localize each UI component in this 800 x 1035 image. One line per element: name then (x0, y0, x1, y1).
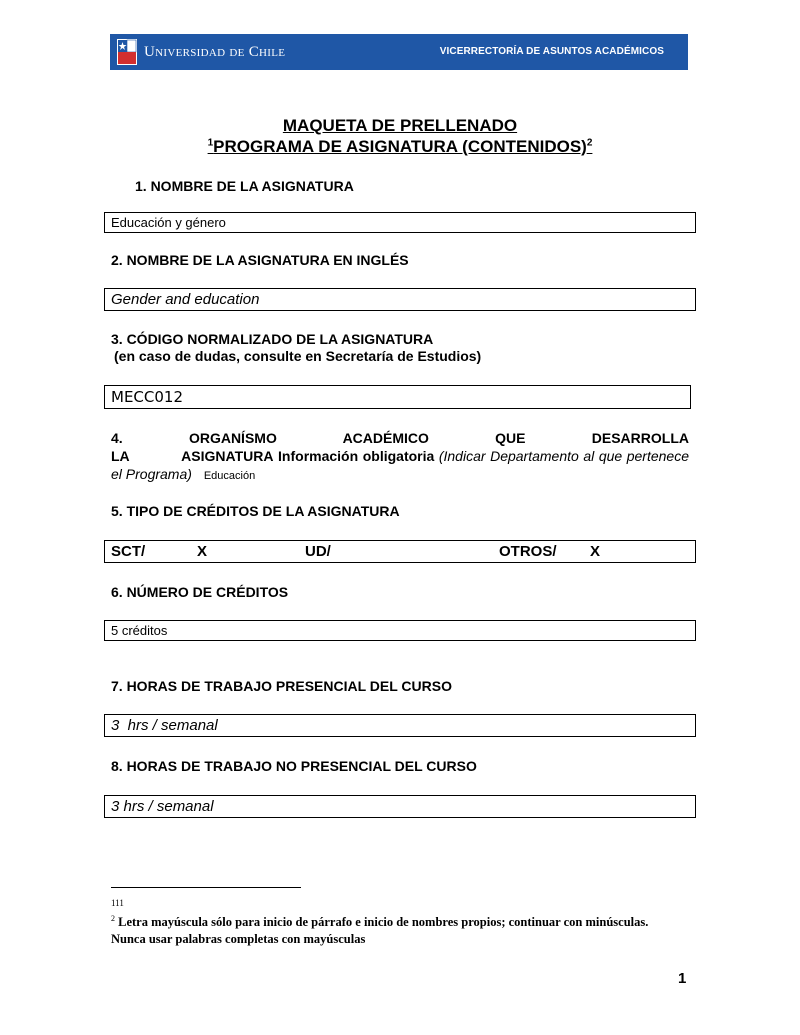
sct-mark[interactable]: X (197, 543, 208, 560)
section-4-title: 4. ORGANÍSMO ACADÉMICO QUE DESARROLLA LA ASIGNATURA (111, 430, 689, 464)
course-name-value: Educación y género (111, 215, 226, 230)
title-line-2: PROGRAMA DE ASIGNATURA (CONTENIDOS) (213, 137, 587, 156)
footnote-ref-1: 1 (207, 137, 214, 149)
section-4-instruction: (Indicar Departamento al que pertenece el Programa) (111, 448, 689, 482)
section-3-subheading: (en caso de dudas, consulte en Secretaría de Estudios) (114, 348, 482, 364)
section-6-heading: 6. NÚMERO DE CRÉDITOS (111, 584, 289, 600)
section-4-heading (111, 429, 689, 485)
section-8-heading: 8. HORAS DE TRABAJO NO PRESENCIAL DEL CURSO (111, 758, 477, 774)
section-5-heading: 5. TIPO DE CRÉDITOS DE LA ASIGNATURA (111, 503, 400, 519)
footnote-2-text: Letra mayúscula sólo para inicio de párrafo e inicio de nombres propios; continuar con minúsculas. Nunca usar palabras completas con mayúsculas (111, 915, 649, 947)
credit-type-row (104, 540, 696, 563)
course-name-field[interactable] (104, 212, 696, 233)
contact-hours-value: 3 hrs / semanal (111, 717, 218, 734)
course-code-value: MECC012 (111, 388, 183, 406)
footnote-divider (111, 887, 301, 888)
otros-label: OTROS/ (499, 543, 557, 560)
page-number: 1 (678, 970, 687, 987)
section-4-required-note: Información obligatoria (278, 448, 435, 464)
section-7-heading: 7. HORAS DE TRABAJO PRESENCIAL DEL CURSO (111, 678, 452, 694)
course-name-english-value: Gender and education (111, 291, 260, 308)
footnote-ref-2: 2 (586, 137, 593, 149)
page-subtitle (0, 137, 800, 157)
page-title (0, 116, 800, 136)
title-line-1: MAQUETA DE PRELLENADO (282, 116, 518, 135)
credits-number-field[interactable] (104, 620, 696, 641)
university-name: Universidad de Chile (144, 44, 286, 60)
contact-hours-field[interactable] (104, 714, 696, 737)
course-name-english-field[interactable] (104, 288, 696, 311)
header-banner (110, 34, 688, 70)
course-code-field[interactable] (104, 385, 691, 409)
otros-mark[interactable]: X (590, 543, 601, 560)
section-2-heading: 2. NOMBRE DE LA ASIGNATURA EN INGLÉS (111, 252, 409, 268)
non-contact-hours-value: 3 hrs / semanal (111, 798, 214, 815)
footnote-1: 111 (111, 898, 124, 908)
section-1-heading: 1. NOMBRE DE LA ASIGNATURA (135, 178, 354, 194)
university-crest-icon (116, 38, 138, 66)
vicerrectoria-label: VICERRECTORÍA DE ASUNTOS ACADÉMICOS (439, 46, 664, 57)
sct-label: SCT/ (111, 543, 146, 560)
credits-number-value: 5 créditos (111, 623, 168, 638)
footnote-2 (111, 910, 651, 948)
academic-unit-value: Educación (203, 470, 256, 482)
non-contact-hours-field[interactable] (104, 795, 696, 818)
ud-label: UD/ (305, 543, 331, 560)
section-3-heading: 3. CÓDIGO NORMALIZADO DE LA ASIGNATURA (111, 331, 434, 347)
footnote-2-marker: 2 (111, 914, 115, 923)
